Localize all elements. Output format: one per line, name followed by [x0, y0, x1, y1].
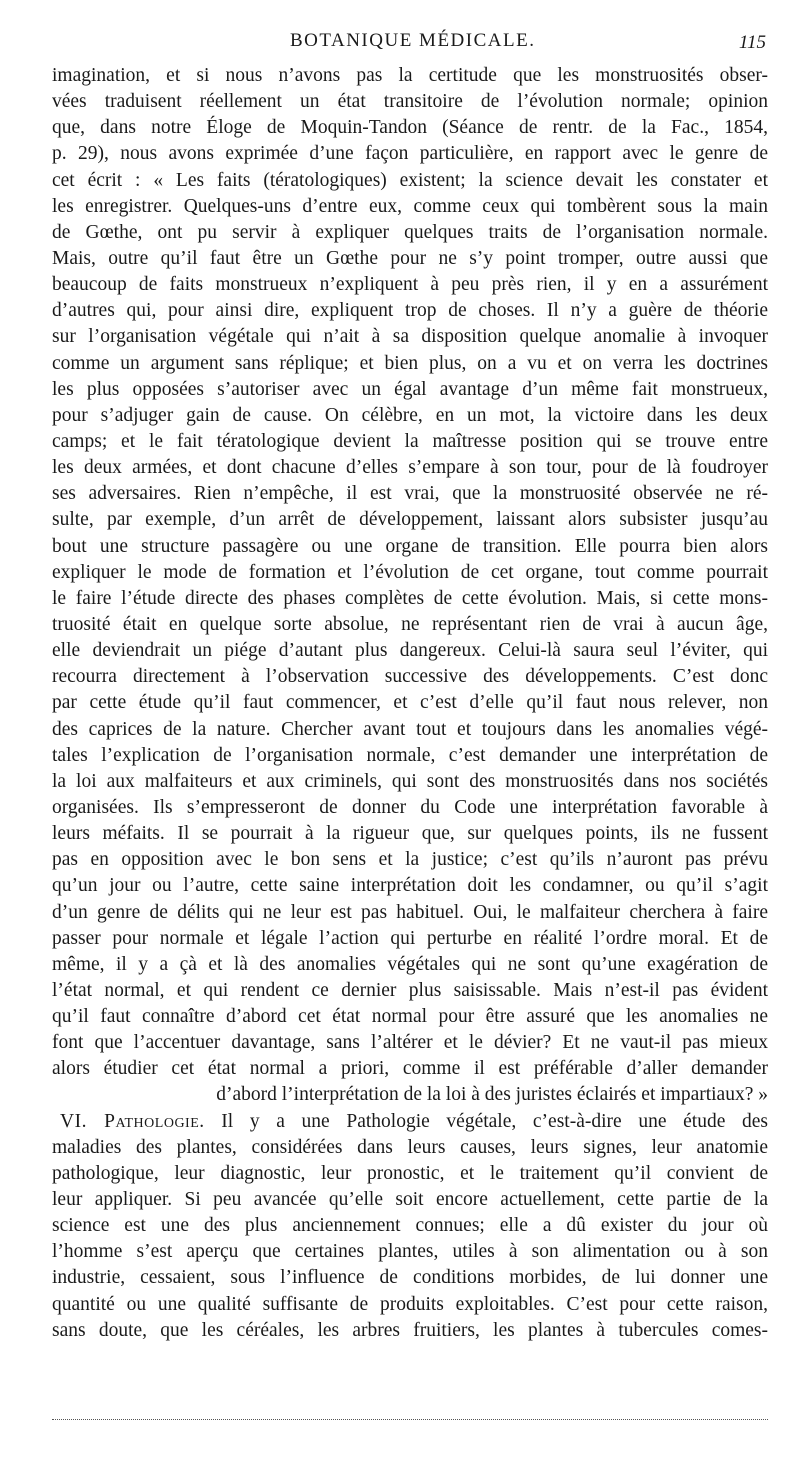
- text-line: organisées. Ils s’empresseront de donner du Code une interprétation favorable à: [52, 796, 768, 818]
- text-line: pour s’adjuger gain de cause. On célèbre, en un mot, la victoire dans les deux: [52, 404, 768, 426]
- text-line: alors étudier cet état normal a priori, comme il est préférable d’aller demander: [52, 1058, 768, 1080]
- text-line: Mais, outre qu’il faut être un Gœthe pour ne s’y point tromper, outre aussi que: [52, 247, 768, 269]
- text-line: quantité ou une qualité suffisante de produits exploitables. C’est pour cette raison,: [52, 1293, 768, 1315]
- text-line: imagination, et si nous n’avons pas la certitude que les monstruosités obser-: [52, 65, 768, 86]
- text-line: p. 29), nous avons exprimée d’une façon particulière, en rapport avec le genre de: [52, 143, 768, 165]
- text-line: leur appliquer. Si peu avancée qu’elle soit encore actuellement, cette partie de la: [52, 1189, 768, 1211]
- text-line: font que l’accentuer davantage, sans l’altérer et le dévier? Et ne vaut-il pas mieux: [52, 1032, 768, 1054]
- text-line: même, il y a çà et là des anomalies végétales qui ne sont qu’une exagération de: [52, 953, 768, 975]
- text-line: expliquer le mode de formation et l’évolution de cet organe, tout comme pourrait: [52, 561, 768, 583]
- text-line: d’un genre de délits qui ne leur est pas habituel. Oui, le malfaiteur cherchera à faire: [52, 901, 768, 923]
- text-line: cet écrit : « Les faits (tératologiques) existent; la science devait les constater et: [52, 169, 768, 191]
- text-line: comme un argument sans réplique; et bien plus, on a vu et on verra les doctrines: [52, 352, 768, 374]
- text-line: par cette étude qu’il faut commencer, et c’est d’elle qu’il faut nous relever, non: [52, 692, 768, 714]
- text-line: l’homme s’est aperçu que certaines plantes, utiles à son alimentation ou à son: [52, 1241, 768, 1263]
- text-line: truosité était en quelque sorte absolue, ne représentant rien de vrai à aucun âge,: [52, 613, 768, 635]
- running-title: BOTANIQUE MÉDICALE.: [290, 30, 536, 51]
- text-line: les enregistrer. Quelques-uns d’entre eux, comme ceux qui tombèrent sous la main: [52, 195, 768, 217]
- text-line: les deux armées, et dont chacune d’elles s’empare à son tour, pour de là foudroyer: [52, 457, 768, 479]
- text-line: tales l’explication de l’organisation normale, c’est demander une interprétation de: [52, 744, 768, 766]
- text-line: vées traduisent réellement un état transitoire de l’évolution normale; opinion: [52, 91, 768, 113]
- text-line: le faire l’étude directe des phases complètes de cette évolution. Mais, si cette mons-: [52, 587, 768, 609]
- text-line: de Gœthe, ont pu servir à expliquer quelques traits de l’organisation normale.: [52, 221, 768, 243]
- text-line: l’état normal, et qui rendent ce dernier plus saisissable. Mais n’est-il pas évident: [52, 979, 768, 1001]
- text-line: sulte, par exemple, d’un arrêt de développement, laissant alors subsister jusqu’au: [52, 509, 768, 531]
- text-line: qu’il faut connaître d’abord cet état normal pour être assuré que les anomalies ne: [52, 1006, 768, 1028]
- footer-dotted-rule: [52, 1419, 768, 1420]
- text-line: science est une des plus anciennement connues; elle a dû exister du jour où: [52, 1215, 768, 1237]
- section-label: VI. Pathologie.: [60, 1110, 205, 1132]
- text-line: beaucoup de faits monstrueux n’expliquent à peu près rien, il y en a assurément: [52, 274, 768, 296]
- text-line: maladies des plantes, considérées dans leurs causes, leurs signes, leur anatomie: [52, 1136, 768, 1158]
- section-first-line: [52, 1109, 768, 1135]
- text-line: d’abord l’interprétation de la loi à des juristes éclairés et impartiaux? »: [216, 1084, 768, 1106]
- text-line: sur l’organisation végétale qui n’ait à sa disposition quelque anomalie à invoquer: [52, 326, 768, 348]
- text-line: pas en opposition avec le bon sens et la justice; c’est qu’ils n’auront pas prévu: [52, 849, 768, 871]
- text-line: qu’un jour ou l’autre, cette saine interprétation doit les condamner, ou qu’il s’agit: [52, 875, 768, 897]
- text-line: passer pour normale et légale l’action qui perturbe en réalité l’ordre moral. Et de: [52, 927, 768, 949]
- page-number: 115: [738, 32, 766, 53]
- text-line: industrie, cessaient, sous l’influence de conditions morbides, de lui donner une: [52, 1267, 768, 1289]
- text-line: la loi aux malfaiteurs et aux criminels, qui sont des monstruosités dans nos sociétés: [52, 770, 768, 792]
- text-line: que, dans notre Éloge de Moquin-Tandon (Séance de rentr. de la Fac., 1854,: [52, 117, 768, 139]
- text-line: d’autres qui, pour ainsi dire, expliquent trop de choses. Il n’y a guère de théorie: [52, 300, 768, 322]
- text-line: leurs méfaits. Il se pourrait à la rigueur que, sur quelques points, ils ne fussent: [52, 823, 768, 845]
- text-line: pathologique, leur diagnostic, leur pronostic, et le traitement qu’il convient de: [52, 1162, 768, 1184]
- page-header: [0, 30, 800, 56]
- text-line: les plus opposées s’autoriser avec un égal avantage d’un même fait monstrueux,: [52, 378, 768, 400]
- text-line: ses adversaires. Rien n’empêche, il est vrai, que la monstruosité observée ne ré-: [52, 483, 768, 505]
- section-line-text: Il y a une Pathologie végétale, c’est-à-dire une étude des: [204, 1110, 768, 1132]
- body-text: [52, 63, 768, 1344]
- text-line: recourra directement à l’observation successive des développements. C’est donc: [52, 666, 768, 688]
- text-line: sans doute, que les céréales, les arbres fruitiers, les plantes à tubercules comes-: [52, 1319, 768, 1341]
- text-line: bout une structure passagère ou une organe de transition. Elle pourra bien alors: [52, 535, 768, 557]
- text-line: elle deviendrait un piége d’autant plus dangereux. Celui-là saura seul l’éviter, qui: [52, 640, 768, 662]
- text-line: camps; et le fait tératologique devient la maîtresse position qui se trouve entre: [52, 430, 768, 452]
- text-line: des caprices de la nature. Chercher avant tout et toujours dans les anomalies végé-: [52, 718, 768, 740]
